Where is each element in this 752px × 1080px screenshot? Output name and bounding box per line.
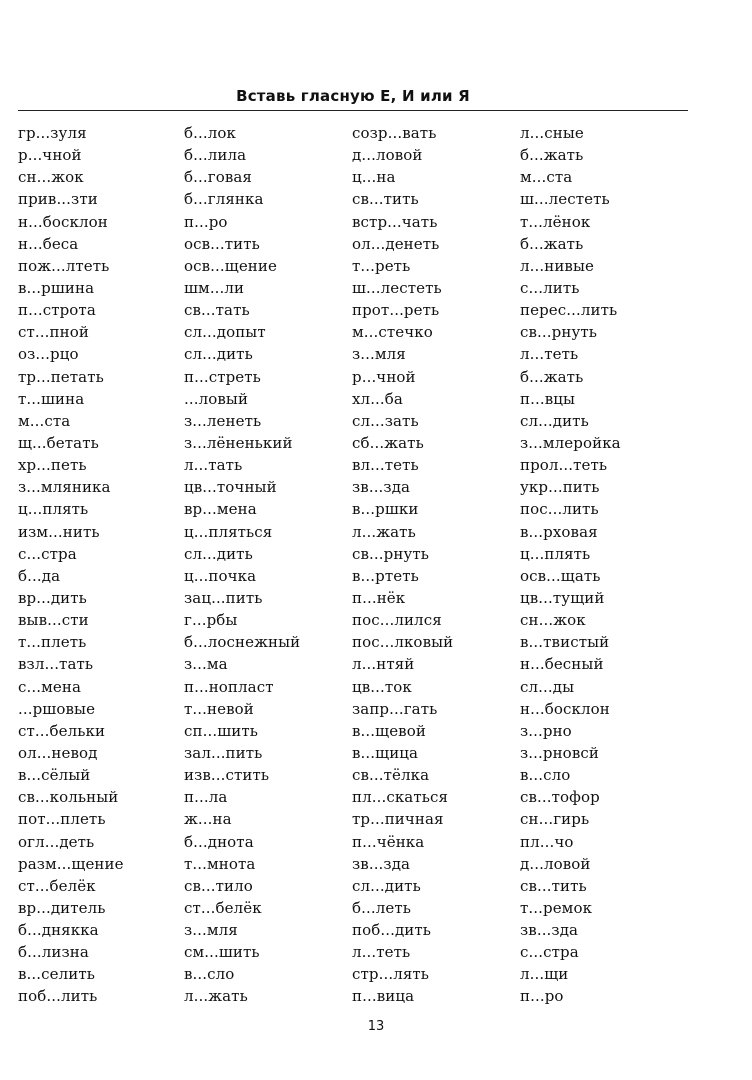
word-item: т...реть [352, 256, 411, 275]
word-item: осв...щение [184, 256, 277, 275]
word-item: ц...плять [18, 500, 89, 519]
word-item: в...сло [520, 766, 571, 785]
word-item: д...ловой [352, 146, 423, 165]
word-item: ц...на [352, 168, 396, 187]
word-item: в...селить [18, 965, 96, 984]
word-columns [18, 122, 698, 1012]
word-item: гр...зуля [18, 124, 87, 142]
word-item: сн...жок [520, 611, 586, 630]
word-item: ш...лестеть [352, 278, 442, 297]
word-item: м...ста [18, 411, 71, 430]
word-item: зал...пить [184, 743, 263, 762]
word-item: шм...ли [184, 278, 245, 297]
word-item: пл...скаться [352, 788, 449, 807]
word-item: св...тёлка [352, 766, 430, 785]
word-item: б...лок [184, 124, 236, 142]
word-item: цв...точный [184, 478, 277, 497]
word-item: пл...чо [520, 832, 574, 851]
word-item: в...ршки [352, 500, 419, 519]
word-item: в...ршина [18, 278, 95, 297]
page-number: 13 [367, 1019, 385, 1034]
word-item: л...теть [352, 943, 411, 962]
word-item: з...рновсй [520, 743, 599, 762]
word-item: т...ремок [520, 898, 593, 917]
word-item: п...вица [352, 987, 415, 1006]
word-item: укр...пить [520, 478, 600, 497]
word-item: ст...пной [18, 323, 89, 342]
word-item: сн...жок [18, 168, 84, 187]
word-item: т...плеть [18, 633, 87, 652]
word-item: б...лоснежный [184, 633, 301, 652]
word-item: вр...мена [184, 500, 257, 519]
word-item: в...твистый [520, 633, 610, 652]
word-item: сл...зать [352, 411, 419, 430]
word-item: в...сёлый [18, 766, 91, 785]
word-item: п...чёнка [352, 832, 425, 851]
word-item: ст...белёк [18, 876, 96, 895]
word-item: стр...лять [352, 965, 430, 984]
word-item: прив...зти [18, 190, 98, 209]
word-item: з...ленеть [184, 411, 262, 430]
word-column-3 [352, 122, 517, 1008]
word-item: л...щи [520, 965, 569, 984]
word-item: л...нивые [520, 256, 594, 275]
word-item: сл...допыт [184, 323, 266, 342]
word-item: б...днякка [18, 921, 99, 940]
word-item: г...рбы [184, 611, 238, 630]
word-item: с...стра [18, 544, 77, 563]
word-item: осв...тить [184, 234, 260, 253]
word-item: осв...щать [520, 566, 601, 585]
word-item: ц...плять [520, 544, 591, 563]
word-item: см...шить [184, 943, 260, 962]
word-item: сб...жать [352, 433, 424, 452]
word-item: с...лить [520, 278, 580, 297]
word-item: л...жать [184, 987, 248, 1006]
word-column-2 [184, 122, 349, 1008]
word-item: сл...дить [520, 411, 589, 430]
word-item: в...ртеть [352, 566, 419, 585]
word-item: п...строта [18, 301, 96, 320]
word-item: д...ловой [520, 854, 591, 873]
word-item: сл...дить [184, 544, 253, 563]
word-item: перес...лить [520, 301, 618, 320]
word-item: зв...зда [352, 854, 411, 873]
word-item: пож...лтеть [18, 256, 110, 275]
word-item: в...сло [184, 965, 235, 984]
word-item: вл...теть [352, 456, 419, 475]
word-item: св...рнуть [352, 544, 430, 563]
word-item: зв...зда [352, 478, 411, 497]
word-item: б...леть [352, 898, 412, 917]
word-item: св...тофор [520, 788, 600, 807]
word-item: взл...тать [18, 655, 94, 674]
word-item: сл...ды [520, 677, 575, 696]
word-column-4 [520, 122, 685, 1008]
word-item: з...мля [184, 921, 238, 940]
word-item: ш...лестеть [520, 190, 610, 209]
word-item: св...кольный [18, 788, 119, 807]
word-item: ...ловый [184, 389, 249, 408]
word-item: с...мена [18, 677, 81, 696]
word-item: щ...бетать [18, 433, 99, 452]
word-item: б...днота [184, 832, 254, 851]
word-item: б...лизна [18, 943, 89, 962]
word-item: тр...пичная [352, 810, 444, 829]
word-item: м...стечко [352, 323, 433, 342]
word-item: р...чной [18, 146, 82, 165]
word-item: ст...белёк [184, 898, 262, 917]
word-item: прот...реть [352, 301, 440, 320]
word-item: н...босклон [520, 699, 610, 718]
word-item: пос...лить [520, 500, 599, 519]
word-item: б...жать [520, 234, 584, 253]
word-item: н...беса [18, 234, 79, 253]
word-item: л...тать [184, 456, 243, 475]
word-item: т...мнота [184, 854, 256, 873]
word-item: св...тать [184, 301, 250, 320]
word-item: св...тить [520, 876, 587, 895]
word-item: сл...дить [352, 876, 421, 895]
word-item: б...жать [520, 367, 584, 386]
word-item: р...чной [352, 367, 416, 386]
word-item: запр...гать [352, 699, 438, 718]
word-item: хр...петь [18, 456, 87, 475]
word-item: ц...почка [184, 566, 257, 585]
word-item: б...лила [184, 146, 247, 165]
word-item: б...говая [184, 168, 252, 187]
word-item: поб...дить [352, 921, 432, 940]
word-item: п...нопласт [184, 677, 274, 696]
word-item: цв...ток [352, 677, 412, 696]
word-item: в...щевой [352, 721, 426, 740]
word-item: встр...чать [352, 212, 438, 231]
word-item: ж...на [184, 810, 232, 829]
word-item: з...мля [352, 345, 406, 364]
word-item: св...тить [352, 190, 419, 209]
word-item: цв...тущий [520, 588, 605, 607]
word-item: созр...вать [352, 124, 437, 142]
word-item: с...стра [520, 943, 579, 962]
word-item: з...ма [184, 655, 228, 674]
word-item: ст...бельки [18, 721, 106, 740]
word-item: п...стреть [184, 367, 261, 386]
word-item: в...рховая [520, 522, 598, 541]
word-item: разм...щение [18, 854, 124, 873]
word-item: з...лёненький [184, 433, 293, 452]
word-item: прол...теть [520, 456, 608, 475]
word-item: п...вцы [520, 389, 576, 408]
word-item: поб...лить [18, 987, 98, 1006]
word-item: ол...денеть [352, 234, 440, 253]
word-item: сн...гирь [520, 810, 590, 829]
word-item: пос...лковый [352, 633, 454, 652]
word-item: ц...пляться [184, 522, 273, 541]
word-item: м...ста [520, 168, 573, 187]
word-item: сл...дить [184, 345, 253, 364]
word-item: св...рнуть [520, 323, 598, 342]
word-item: т...шина [18, 389, 85, 408]
word-item: п...ла [184, 788, 228, 807]
word-item: з...млеройка [520, 433, 621, 452]
word-item: ...ршовые [18, 699, 96, 718]
word-item: л...сные [520, 124, 584, 142]
word-item: т...невой [184, 699, 254, 718]
word-item: вр...дить [18, 588, 87, 607]
word-item: сп...шить [184, 721, 259, 740]
word-item: пот...плеть [18, 810, 106, 829]
worksheet-title: Вставь гласную Е, И или Я [236, 87, 470, 105]
word-item: т...лёнок [520, 212, 591, 231]
word-item: з...рно [520, 721, 572, 740]
word-item: св...тило [184, 876, 253, 895]
word-item: н...бесный [520, 655, 604, 674]
word-item: б...да [18, 566, 61, 585]
word-item: з...мляника [18, 478, 111, 497]
word-item: б...глянка [184, 190, 264, 209]
word-item: н...босклон [18, 212, 108, 231]
word-item: пос...лился [352, 611, 442, 630]
word-item: п...ро [520, 987, 564, 1006]
word-item: оз...рцо [18, 345, 79, 364]
word-item: п...нёк [352, 588, 406, 607]
word-item: зац...пить [184, 588, 263, 607]
word-item: хл...ба [352, 389, 403, 408]
word-item: изв...стить [184, 766, 270, 785]
word-item: п...ро [184, 212, 228, 231]
word-item: зв...зда [520, 921, 579, 940]
word-item: в...щица [352, 743, 419, 762]
word-item: л...теть [520, 345, 579, 364]
worksheet-header [18, 86, 688, 111]
word-item: тр...петать [18, 367, 104, 386]
word-item: л...нтяй [352, 655, 415, 674]
word-item: вр...дитель [18, 898, 106, 917]
word-item: б...жать [520, 146, 584, 165]
word-column-1 [18, 122, 183, 1008]
word-item: огл...деть [18, 832, 95, 851]
word-item: изм...нить [18, 522, 100, 541]
word-item: ол...невод [18, 743, 98, 762]
word-item: л...жать [352, 522, 416, 541]
word-item: выв...сти [18, 611, 89, 630]
